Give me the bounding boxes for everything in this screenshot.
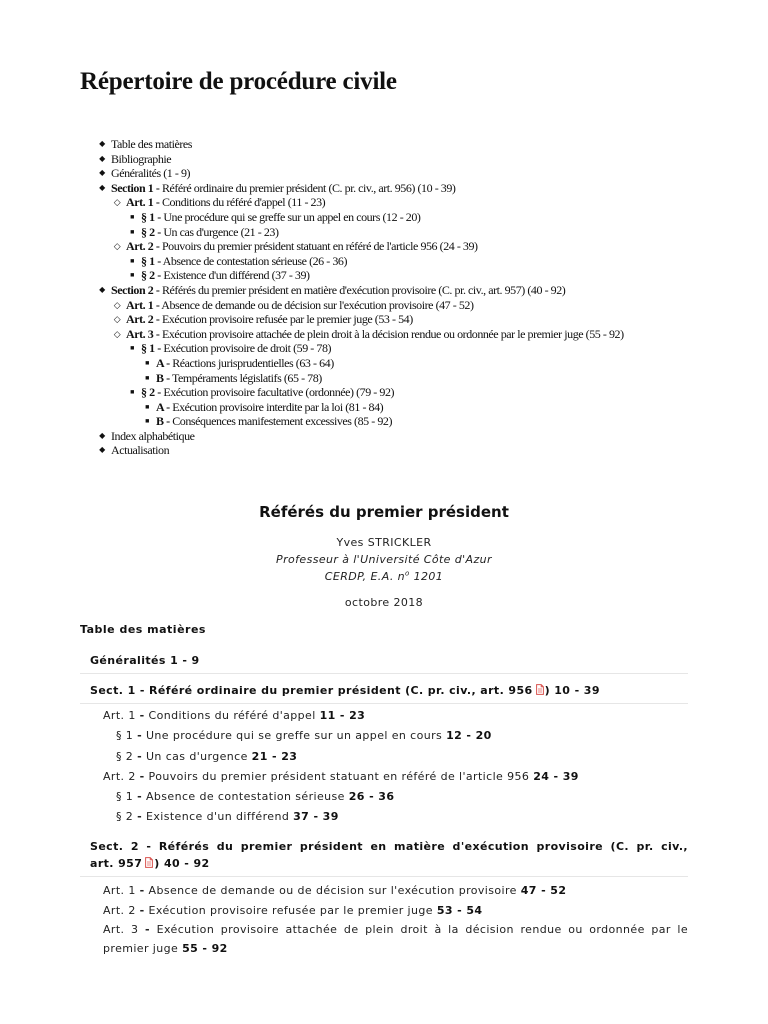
toc-pages: 53 - 54 [436, 904, 483, 918]
diamond-bullet-icon: ◆ [99, 139, 105, 148]
toc-pages: 40 - 92 [163, 856, 210, 870]
outline-prefix: Art. 3 - [126, 326, 160, 341]
outline-item-s1-art2[interactable] [111, 239, 736, 283]
document-link-icon[interactable] [145, 857, 153, 868]
outline-navigation [96, 137, 736, 458]
outline-item-s2-art3[interactable] [111, 327, 736, 429]
diamond-bullet-icon: ◆ [99, 445, 105, 455]
outline-prefix: § 2 - [141, 385, 161, 400]
outline-prefix: § 1 - [141, 209, 161, 224]
toc-dash: - [139, 883, 145, 897]
toc-pages: 47 - 52 [520, 883, 567, 897]
outline-prefix: A - [156, 355, 170, 370]
outline-item-s2-art3-p2-a[interactable] [141, 400, 736, 415]
outline-prefix: Section 1 - [111, 180, 160, 195]
square-bullet-icon: ■ [130, 271, 134, 280]
outline-link[interactable]: Tempéraments législatifs (65 - 78) [172, 370, 322, 385]
toc-dash: - [137, 810, 143, 824]
circle-bullet-icon: ◇ [113, 314, 121, 325]
outline-item-s2-art3-p1[interactable] [126, 341, 736, 385]
document-link-icon[interactable] [536, 684, 544, 695]
author-lab-suffix: 1201 [409, 570, 444, 583]
outline-item-s1-art2-p2[interactable] [126, 268, 736, 283]
toc-dash: - [139, 769, 145, 783]
toc-s2-art3[interactable] [80, 921, 688, 958]
circle-bullet-icon: ◇ [113, 241, 121, 252]
toc-label[interactable]: Absence de demande ou de décision sur l'exécution provisoire [148, 883, 517, 897]
toc-dash: - [137, 790, 143, 804]
square-bullet-icon: ■ [130, 388, 134, 397]
square-bullet-icon: ■ [130, 256, 134, 265]
square-bullet-icon: ■ [130, 212, 134, 221]
outline-item-s2-art2[interactable] [111, 312, 736, 327]
outline-prefix: Section 2 - [111, 282, 160, 297]
publication-date: octobre 2018 [344, 596, 424, 609]
toc-close-paren: ) [154, 856, 160, 870]
toc-label[interactable]: Généralités [90, 654, 166, 667]
square-bullet-icon: ■ [130, 227, 134, 236]
outline-prefix: B - [156, 414, 170, 429]
toc-s2-art1[interactable] [80, 881, 688, 901]
outline-prefix: B - [156, 370, 170, 385]
outline-link[interactable]: Pouvoirs du premier président statuant en référé de l'article 956 (24 - 39) [161, 239, 478, 254]
toc-pages: 24 - 39 [533, 769, 579, 783]
square-bullet-icon: ■ [130, 344, 134, 353]
outline-prefix: § 1 - [141, 253, 161, 268]
outline-link[interactable]: Une procédure qui se greffe sur un appel en cours (12 - 20) [163, 209, 421, 224]
toc-label[interactable]: Conditions du référé d'appel [148, 709, 316, 722]
outline-item-s2-art3-p2-b[interactable] [141, 414, 736, 429]
outline-prefix: Art. 1 - [126, 195, 160, 210]
outline-prefix: Art. 2 - [126, 239, 160, 254]
toc-s1-art1-p1[interactable] [80, 726, 688, 746]
outline-link[interactable]: Index alphabétique [111, 428, 195, 443]
toc-label[interactable]: Existence d'un différend [145, 810, 290, 824]
outline-link[interactable]: Exécution provisoire de droit (59 - 78) [163, 341, 332, 356]
circle-bullet-icon: ◇ [113, 197, 121, 208]
outline-link[interactable]: Bibliographie [111, 151, 172, 166]
article-title: Référés du premier président [259, 503, 509, 521]
toc-prefix: Art. 1 [103, 883, 136, 897]
toc-generalites[interactable] [80, 648, 688, 674]
toc-prefix: § 1 [116, 790, 134, 804]
circle-bullet-icon: ◇ [113, 328, 121, 339]
toc-prefix: Art. 1 [103, 709, 136, 722]
outline-item-generalites[interactable] [96, 166, 736, 181]
toc-prefix: § 2 [116, 749, 134, 763]
circle-bullet-icon: ◇ [113, 299, 121, 310]
toc-pages: 26 - 36 [348, 790, 395, 804]
outline-prefix: § 1 - [141, 341, 161, 356]
toc-s1-art1-p2[interactable] [80, 747, 688, 767]
outline-item-bibliographie[interactable] [96, 152, 736, 167]
outline-link[interactable]: Conditions du référé d'appel (11 - 23) [161, 195, 326, 210]
outline-item-actualisation[interactable] [96, 443, 736, 458]
toc-pages: 11 - 23 [319, 709, 366, 722]
toc-prefix: Art. 2 [103, 769, 136, 783]
square-bullet-icon: ■ [145, 402, 149, 411]
outline-item-s2-art1[interactable] [111, 298, 736, 313]
diamond-bullet-icon: ◆ [99, 430, 105, 440]
toc-dash: - [137, 749, 143, 763]
square-bullet-icon: ■ [145, 373, 149, 382]
outline-prefix: § 2 - [141, 224, 161, 239]
toc-close-paren: ) [544, 684, 550, 697]
toc-dash: - [139, 709, 145, 722]
toc-label[interactable]: Pouvoirs du premier président statuant en référé de l'article 956 [148, 769, 530, 783]
toc-prefix: Art. 2 [103, 904, 136, 918]
toc-pages: 21 - 23 [251, 749, 298, 763]
toc-label[interactable]: Exécution provisoire refusée par le premier juge [148, 904, 433, 918]
outline-item-index[interactable] [96, 429, 736, 444]
toc-prefix: Art. 3 [103, 923, 139, 937]
toc-s1-art2[interactable] [80, 767, 688, 787]
outline-prefix: A - [156, 399, 170, 414]
author-lab-prefix: CERDP, E.A. n [324, 570, 405, 583]
toc-pages: 37 - 39 [293, 810, 339, 824]
outline-link[interactable]: Exécution provisoire attachée de plein droit à la décision rendue ou ordonnée par le premier juge (55 - 92) [161, 326, 624, 341]
outline-link[interactable]: Conséquences manifestement excessives (85 - 92) [172, 414, 392, 429]
outline-item-section-1[interactable] [96, 181, 736, 283]
outline-link[interactable]: Réactions jurisprudentielles (63 - 64) [172, 355, 334, 370]
author-lab [0, 570, 768, 583]
toc-s2-art2[interactable] [80, 901, 688, 921]
outline-link[interactable]: Absence de contestation sérieuse (26 - 36) [162, 253, 348, 268]
outline-item-s1-art1[interactable] [111, 195, 736, 239]
toc-label-line1[interactable]: Sect. 2 - Référés du premier président en matière d'exécution provisoire (C. pr. civ., [90, 839, 688, 853]
toc-pages: 1 - 9 [170, 654, 200, 667]
table-of-contents [80, 648, 688, 958]
outline-link[interactable]: Existence d'un différend (37 - 39) [163, 268, 310, 283]
outline-item-table-des-matieres[interactable] [96, 137, 736, 152]
toc-pages: 10 - 39 [554, 684, 600, 697]
toc-pages: 12 - 20 [446, 729, 492, 743]
toc-label[interactable]: Exécution provisoire attachée de plein droit à la décision rendue ou ordonnée par le premier juge [103, 923, 688, 955]
toc-title: Table des matières [80, 623, 206, 636]
outline-link[interactable]: Généralités (1 - 9) [111, 166, 191, 181]
toc-pages: 55 - 92 [182, 941, 228, 955]
toc-label[interactable]: Une procédure qui se greffe sur un appel en cours [145, 729, 443, 743]
toc-label[interactable]: Absence de contestation sérieuse [145, 790, 345, 804]
outline-link[interactable]: Table des matières [111, 137, 193, 151]
toc-prefix: § 1 [116, 729, 134, 743]
outline-prefix: § 2 - [141, 268, 161, 283]
outline-link[interactable]: Référé ordinaire du premier président (C. pr. civ., art. 956) (10 - 39) [161, 180, 456, 195]
square-bullet-icon: ■ [145, 358, 149, 367]
outline-link[interactable]: Référés du premier président en matière d'exécution provisoire (C. pr. civ., art. 957) (40 - 92) [161, 282, 566, 297]
toc-s1-art2-p2[interactable] [80, 807, 688, 827]
author-name: Yves STRICKLER [336, 536, 432, 549]
outline-item-s1-art1-p2[interactable] [126, 225, 736, 240]
outline-prefix: Art. 2 - [126, 312, 160, 327]
outline-link[interactable]: Exécution provisoire facultative (ordonnée) (79 - 92) [163, 385, 395, 400]
outline-prefix: Art. 1 - [126, 297, 160, 312]
toc-dash: - [137, 729, 143, 743]
page-title: Répertoire de procédure civile [80, 68, 397, 95]
outline-item-s2-art3-p2[interactable] [126, 385, 736, 429]
author-role: Professeur à l'Université Côte d'Azur [276, 553, 492, 566]
toc-dash: - [139, 904, 145, 918]
outline-item-s2-art3-p1-b[interactable] [141, 371, 736, 386]
outline-link[interactable]: Absence de demande ou de décision sur l'exécution provisoire (47 - 52) [161, 297, 474, 312]
toc-prefix: § 2 [116, 810, 134, 824]
toc-s1-art2-p1[interactable] [80, 787, 688, 807]
toc-section-2[interactable] [80, 834, 688, 877]
toc-s1-art1[interactable] [80, 706, 688, 726]
outline-link[interactable]: Actualisation [111, 443, 170, 458]
outline-item-s1-art1-p1[interactable] [126, 210, 736, 225]
diamond-bullet-icon: ◆ [99, 284, 105, 294]
outline-link[interactable]: Exécution provisoire interdite par la loi (81 - 84) [172, 399, 384, 414]
diamond-bullet-icon: ◆ [99, 153, 105, 163]
toc-label[interactable]: Un cas d'urgence [145, 749, 248, 763]
diamond-bullet-icon: ◆ [99, 182, 105, 192]
outline-item-s2-art3-p1-a[interactable] [141, 356, 736, 371]
toc-label-line2-row [90, 855, 688, 872]
toc-dash: - [145, 923, 151, 937]
outline-link[interactable]: Un cas d'urgence (21 - 23) [163, 224, 279, 239]
diamond-bullet-icon: ◆ [99, 168, 105, 178]
outline-link[interactable]: Exécution provisoire refusée par le premier juge (53 - 54) [161, 312, 413, 327]
toc-label-line2[interactable]: art. 957 [90, 856, 143, 870]
toc-section-1[interactable] [80, 678, 688, 704]
outline-item-s1-art2-p1[interactable] [126, 254, 736, 269]
toc-label[interactable]: Sect. 1 - Référé ordinaire du premier président (C. pr. civ., art. 956 [90, 684, 533, 697]
author-lab-sup: o [405, 569, 410, 578]
outline-item-section-2[interactable] [96, 283, 736, 429]
square-bullet-icon: ■ [145, 417, 149, 426]
